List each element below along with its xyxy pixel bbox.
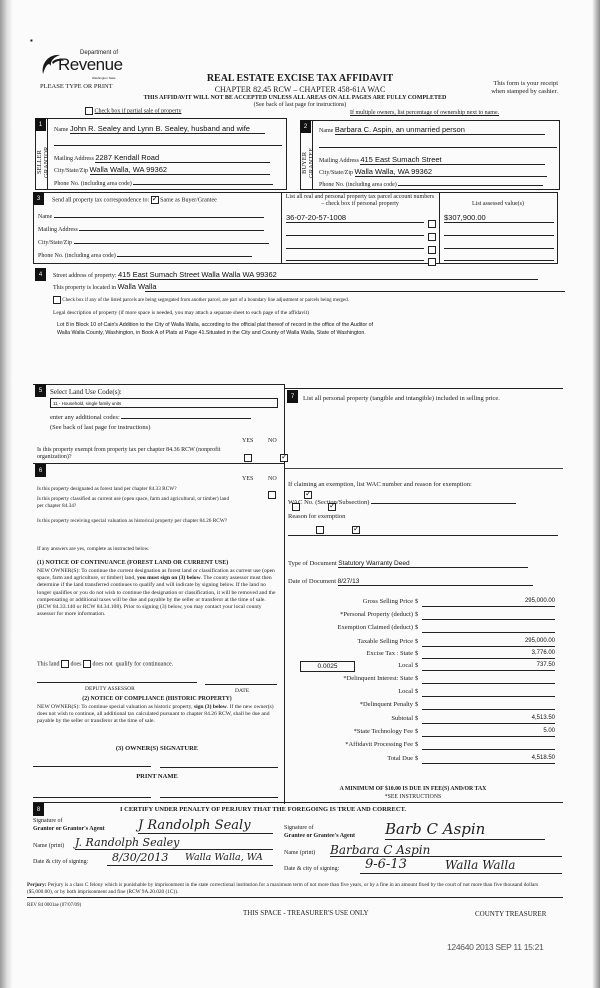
historic-question: Is this property receiving special valuation as historical property per chapter 84.26 RCW? — [37, 518, 228, 524]
grantor-date-city-field[interactable] — [107, 852, 273, 866]
corr-phone-row: Phone No. (including area code) — [38, 250, 278, 259]
see-instructions-note: *SEE INSTRUCTIONS — [384, 794, 442, 800]
legal-description-line-2[interactable]: Walla Walla County, Washington, in Book A of Plats at Page 41.Situated in the City and County of Walla Walla, State of Washington. — [57, 330, 366, 336]
section-1-seller — [35, 118, 287, 190]
grantor-name-field[interactable]: J. Randolph Sealey — [75, 836, 273, 850]
if-yes-note: If any answers are yes, complete as instructed below. — [37, 546, 150, 552]
buyer-phone-field[interactable] — [398, 178, 543, 186]
perjury-notice: Perjury: Perjury is a class C felony which is punishable by imprisonment in the state correctional institution for a maximum term of not more than five years, or by a fine in an amount fixed by the court of not more than five thousand dollars ($5,000.00), or by both imprisonment and fine (RCW 9A.20.020 (1C)). — [27, 882, 563, 898]
yes-header-6: YES — [242, 476, 254, 482]
amount-row: *State Technology Fee $ 5.00 — [353, 728, 555, 735]
doc-date-field[interactable]: 8/27/13 — [338, 578, 533, 586]
amount-row: Taxable Selling Price $ 295,000.00 — [357, 638, 555, 645]
grantee-date-city-field[interactable] — [360, 858, 562, 874]
buyer-name-row: Name Barbara C. Aspin, an unmarried person — [319, 125, 557, 135]
additional-codes-field[interactable] — [121, 412, 251, 419]
grantor-date: 8/30/2013 — [112, 851, 169, 864]
parcel-account-field[interactable]: 36-07-20-57-1008 — [286, 213, 424, 223]
notice-compliance-text: NEW OWNER(S): To continue special valuation as historic property, sign (3) below. If the new owner(s) does not wish to continue, all additional tax calculated pursuant to chapter 84.26 RCW, shall be due and payable by the seller or transferor at the time of sale. — [37, 704, 274, 724]
yes-header-5: YES — [242, 438, 254, 444]
warning-line: THIS AFFIDAVIT WILL NOT BE ACCEPTED UNLESS ALL AREAS ON ALL PAGES ARE FULLY COMPLETED — [143, 95, 447, 101]
grantor-city: Walla Walla, WA — [185, 852, 263, 863]
corr-name-field[interactable] — [54, 211, 264, 218]
assessed-value-field[interactable] — [444, 251, 554, 261]
does-not-qualify-checkbox[interactable] — [83, 660, 91, 668]
section-number-8: 8 — [33, 803, 44, 816]
wac-row: WAC No. (Section/Subsection) — [288, 497, 558, 506]
print-name-line-2[interactable] — [160, 797, 278, 798]
current-use-question: Is this property classified as current use (open space, farm and agricultural, or timber) land per chapter 84.34? — [37, 496, 230, 509]
dor-logo — [40, 48, 123, 82]
total-due-field[interactable]: 4,518.50 — [422, 755, 555, 764]
forest-yes-checkbox[interactable] — [268, 491, 276, 499]
print-name-label: PRINT NAME — [136, 773, 178, 780]
seller-mailing-row: Mailing Address 2287 Kendall Road — [54, 153, 284, 163]
deputy-assessor-line[interactable] — [37, 682, 197, 683]
amount-row: *Delinquent Penalty $ — [288, 701, 558, 713]
section-number-1: 1 — [35, 118, 46, 131]
buyer-side-label: BUYER — [301, 151, 308, 175]
assessed-value-field[interactable] — [444, 226, 554, 236]
scan-edge-right — [592, 0, 600, 988]
qualify-row: This land does does not qualify for continuance. — [37, 661, 174, 668]
scan-edge-left — [0, 0, 12, 988]
amount-row: Subtotal $ 4,513.50 — [391, 715, 555, 722]
parcels-header: List all real and personal property tax parcel account numbers – check box if personal property — [285, 194, 435, 207]
affidavit-processing-fee-field[interactable] — [422, 741, 555, 750]
wac-field[interactable] — [371, 497, 516, 504]
excise-tax-local-field[interactable]: 737.50 — [422, 662, 555, 671]
located-in-field[interactable]: Walla Walla — [117, 282, 157, 291]
grantee-sig-label-1: Signature of — [284, 825, 314, 831]
section-number-3: 3 — [33, 192, 44, 205]
corr-phone-field[interactable] — [117, 250, 252, 257]
doc-date-row: Date of Document 8/27/13 — [288, 578, 558, 586]
see-back-note: (See back of last page for instructions) — [253, 102, 347, 108]
buyer-phone-row: Phone No. (including area code) — [319, 178, 557, 188]
receipt-note-1: This form is your receipt — [493, 80, 558, 87]
section-number-4: 4 — [35, 268, 46, 281]
grantee-date: 9-6-13 — [365, 857, 407, 872]
buyer-name-field[interactable]: Barbara C. Aspin, an unmarried person — [335, 125, 545, 135]
grantee-sig-label-2: Grantee or Grantee's Agent — [284, 833, 356, 839]
taxable-selling-price-field[interactable]: 295,000.00 — [422, 638, 555, 647]
forest-land-question: Is this property designated as forest land per chapter 84.33 RCW? — [37, 486, 177, 492]
grantor-name-label: Name (print) — [33, 843, 65, 849]
does-qualify-checkbox[interactable] — [61, 660, 69, 668]
delinquent-interest-state-field[interactable] — [422, 675, 555, 684]
section-3-correspondence — [33, 192, 558, 264]
section-2-buyer — [300, 120, 560, 190]
form-title: REAL ESTATE EXCISE TAX AFFIDAVIT — [206, 73, 394, 84]
owner-signature-line-2[interactable] — [160, 767, 278, 768]
land-use-label: Select Land Use Code(s): — [50, 388, 122, 396]
reason-label: Reason for exemption — [288, 513, 346, 520]
state-technology-fee-field[interactable]: 5.00 — [422, 728, 555, 737]
partial-sale-label: Check box if partial sale of property — [94, 108, 182, 115]
street-address-row: Street address of property: 415 East Sumach Street Walla Walla WA 99362 — [53, 270, 553, 280]
grantee-name-label: Name (print) — [284, 850, 316, 856]
exemption-deduct-field[interactable] — [422, 624, 555, 633]
form-revision: REV 84 0001ae (07/07/09) — [27, 903, 82, 908]
located-in-row: This property is located in Walla Walla — [53, 282, 157, 291]
buyer-mailing-row: Mailing Address 415 East Sumach Street — [319, 155, 557, 165]
partial-sale-checkbox-row[interactable] — [85, 107, 181, 115]
parcel-row-3 — [286, 239, 556, 250]
amount-row: Total Due $ 4,518.50 — [387, 755, 555, 762]
notice-continuance-title: (1) NOTICE OF CONTINUANCE (FOREST LAND OR CURRENT USE) — [37, 560, 229, 566]
seller-side-label: SELLER — [36, 150, 43, 174]
delinquent-penalty-field[interactable] — [422, 701, 555, 710]
parcel-account-field[interactable] — [286, 239, 424, 249]
corr-mailing-row: Mailing Address — [38, 224, 278, 233]
exemption-label: If claiming an exemption, list WAC number and reason for exemption: — [288, 481, 472, 488]
seller-mailing-field[interactable]: 2287 Kendall Road — [95, 153, 270, 163]
street-address-field[interactable]: 415 East Sumach Street Walla Walla WA 99362 — [118, 270, 538, 280]
seller-city-row: City/State/Zip Walla Walla, WA 99362 — [54, 165, 284, 175]
reason-field[interactable] — [288, 535, 558, 536]
logo-sub-text: Washington State — [92, 76, 116, 80]
treasurer-use-label: THIS SPACE - TREASURER'S USE ONLY — [243, 909, 369, 917]
buyer-city-row: City/State/Zip Walla Walla, WA 99362 — [319, 167, 557, 177]
additional-codes-row: enter any additional codes: — [50, 412, 280, 421]
chapter-line: CHAPTER 82.45 RCW – CHAPTER 458-61A WAC — [214, 85, 386, 94]
seller-name-field[interactable]: John R. Sealey and Lynn B. Sealey, husband and wife — [70, 124, 265, 134]
section-number-6: 6 — [35, 464, 46, 477]
section-4-property — [35, 268, 565, 368]
corr-city-field[interactable] — [74, 237, 269, 244]
amount-row: *Affidavit Processing Fee $ — [288, 741, 558, 753]
legal-label: Legal description of property (if more space is needed, you may attach a separate sheet to each page of the affidavit) — [53, 310, 309, 316]
exempt-question: Is this property exempt from property tax per chapter 84.36 RCW (nonprofit organization)? — [37, 447, 221, 460]
multiple-owners-note: If multiple owners, list percentage of ownership next to name. — [350, 110, 500, 116]
same-as-buyer-checkbox[interactable] — [151, 196, 159, 204]
amount-row: *Personal Property (deduct) $ — [288, 611, 558, 623]
parcel-account-field[interactable] — [286, 226, 424, 236]
corr-city-row: City/State/Zip — [38, 237, 278, 246]
legal-description-line-1[interactable]: Lot 8 in Block 10 of Cain's Addition to the City of Walla Walla, according to the official plat thereof of record in the office of the Auditor of — [57, 322, 374, 328]
buyer-mailing-field[interactable]: 415 East Sumach Street — [360, 155, 545, 165]
amount-row: Local $ — [288, 688, 558, 700]
correspondence-label-row: Send all property tax correspondence to: ✓ Same as Buyer/Grantee — [52, 196, 217, 204]
delinquent-interest-local-field[interactable] — [422, 688, 555, 697]
doc-type-row: Type of Document Statutory Warranty Deed — [288, 560, 558, 568]
deputy-assessor-label: DEPUTY ASSESSOR — [85, 686, 135, 692]
seller-phone-field[interactable] — [133, 177, 273, 185]
seller-name-row: Name John R. Sealey and Lynn B. Sealey, husband and wife — [54, 124, 284, 134]
assessed-value-field[interactable]: $307,900.00 — [444, 213, 554, 223]
owner-signature-label: (3) OWNER(S) SIGNATURE — [115, 745, 199, 752]
parcel-row-4 — [286, 251, 556, 262]
amount-row: 0.0025 Local $ 737.50 — [288, 662, 558, 674]
personal-property-checkbox[interactable] — [428, 258, 436, 266]
assessor-date-line[interactable] — [205, 684, 277, 685]
subtotal-field[interactable]: 4,513.50 — [422, 715, 555, 724]
parcel-row-1 — [286, 213, 556, 224]
excise-tax-state-field[interactable]: 3,776.00 — [422, 650, 555, 659]
amount-row: Gross Selling Price $ 295,000.00 — [362, 598, 555, 605]
logo-top-text: Department of — [80, 50, 119, 56]
notice-compliance-title: (2) NOTICE OF COMPLIANCE (HISTORIC PROPERTY) — [82, 696, 232, 702]
located-line — [145, 291, 565, 292]
segregated-row: Check box if any of the listed parcels are being segregated from another parcel, are part of a boundary line adjustment or parcels being merged. — [53, 296, 563, 304]
receipt-note-2: when stamped by cashier. — [491, 88, 558, 95]
no-header-5: NO — [268, 438, 277, 444]
certify-statement: I CERTIFY UNDER PENALTY OF PERJURY THAT THE FOREGOING IS TRUE AND CORRECT. — [120, 806, 407, 813]
partial-sale-checkbox[interactable] — [85, 107, 93, 115]
owner-signature-line-1[interactable] — [33, 766, 151, 767]
seller-phone-row: Phone No. (including area code) — [54, 177, 284, 187]
print-name-line-1[interactable] — [33, 797, 151, 798]
personal-property-label: List all personal property (tangible and intangible) included in selling price. — [303, 395, 500, 402]
seller-city-field[interactable]: Walla Walla, WA 99362 — [90, 165, 270, 175]
assessor-date-label: DATE — [235, 688, 250, 694]
assessed-value-field[interactable] — [444, 239, 554, 249]
land-use-code-select[interactable]: 11 - Household, single family units — [50, 398, 278, 408]
doc-type-field[interactable]: Statutory Warranty Deed — [338, 560, 528, 568]
gross-selling-price-field[interactable]: 295,000.00 — [422, 598, 555, 607]
amount-row: *Delinquent Interest: State $ — [288, 675, 558, 687]
personal-property-deduct-field[interactable] — [422, 611, 555, 620]
corr-mailing-field[interactable] — [79, 224, 264, 231]
grantor-signature-field[interactable]: J Randolph Sealy — [138, 818, 273, 834]
notice-continuance-text: NEW OWNER(S): To continue the current designation as forest land or classification as current use (open space, farm and agriculture, or timber) land, you must sign on (3) below. The county assessor must then determine if the land transferred continues to qualify and will indicate by signing below. If the land no longer qualifies or you do not wish to continue the designation or classification, it will be removed and the compensating or additional taxes will be due and payable by the seller or transferor at the time of sale. (RCW 84.33.140 or RCW 84.34.108). Prior to signing (3) below, you may contact your local county assessor for more information. — [37, 568, 276, 618]
section-number-7: 7 — [287, 390, 298, 403]
seller-name-line-2[interactable] — [54, 145, 282, 146]
grantor-sig-label-2: Grantor or Grantor's Agent — [33, 826, 105, 832]
assessed-header: List assessed value(s) — [472, 201, 524, 207]
parcel-account-field[interactable] — [286, 251, 424, 261]
grantee-name-field[interactable]: Barbara C Aspin — [330, 843, 562, 857]
section-number-2: 2 — [300, 120, 311, 133]
grantee-signature-field[interactable]: Barb C Aspin — [385, 820, 545, 840]
land-use-see-back: (See back of last page for instructions) — [50, 424, 151, 431]
no-header-6: NO — [268, 476, 277, 482]
buyer-city-field[interactable]: Walla Walla, WA 99362 — [355, 167, 547, 177]
buyer-name-line-2[interactable] — [319, 147, 557, 148]
grantor-sig-label-1: Signature of — [33, 818, 63, 824]
recording-stamp: 124640 2013 SEP 11 15:21 — [447, 942, 544, 952]
section-number-5: 5 — [35, 384, 46, 397]
local-rate-field[interactable]: 0.0025 — [300, 661, 355, 672]
county-treasurer-label: COUNTY TREASURER — [475, 910, 547, 918]
minimum-due-note: A MINIMUM OF $10.00 IS DUE IN FEE(S) AND/OR TAX — [339, 786, 487, 792]
scan-mark: ▪ — [30, 36, 33, 45]
parcel-row-2 — [286, 226, 556, 237]
amount-row: Excise Tax : State $ 3,776.00 — [366, 650, 555, 657]
grantor-date-label: Date & city of signing: — [33, 859, 89, 865]
amount-row: Exemption Claimed (deduct) $ — [288, 624, 558, 636]
segregated-checkbox[interactable] — [53, 296, 61, 304]
grantee-date-label: Date & city of signing: — [284, 866, 340, 872]
corr-name-row: Name — [38, 211, 278, 220]
exempt-yes-checkbox[interactable] — [244, 454, 252, 462]
please-type-label: PLEASE TYPE OR PRINT — [40, 83, 113, 90]
grantee-city: Walla Walla — [445, 858, 516, 872]
logo-main-text: Revenue — [58, 55, 123, 74]
